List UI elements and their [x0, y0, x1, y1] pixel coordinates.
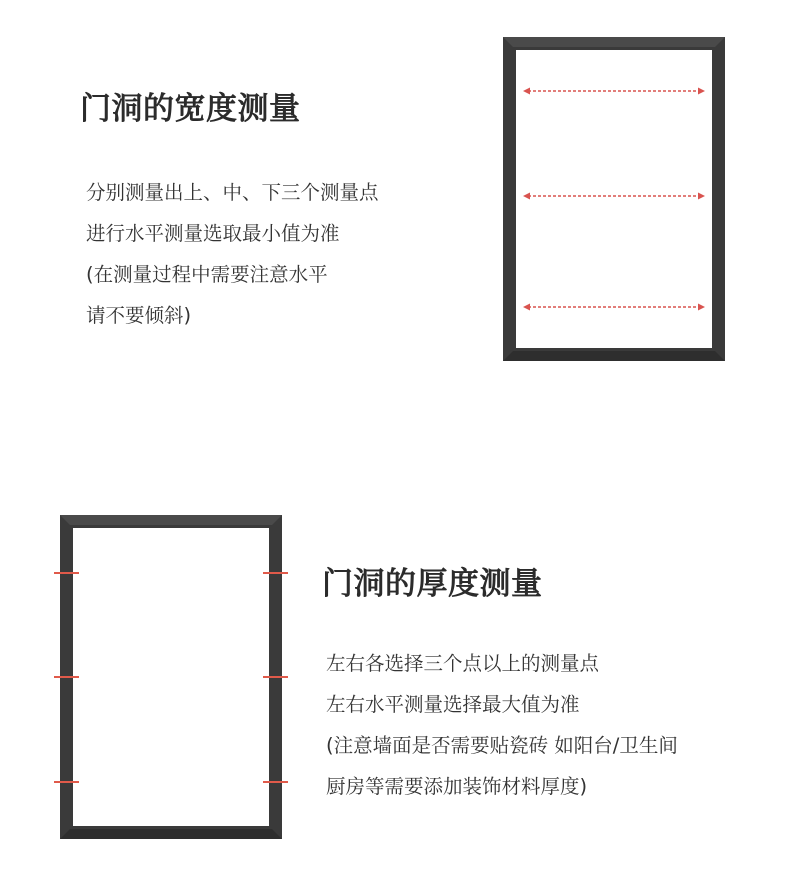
- door-frame-bevel-top: [503, 37, 725, 47]
- door-opening: [73, 528, 269, 826]
- thickness-desc-line: (注意墙面是否需要贴瓷砖 如阳台/卫生间: [326, 734, 678, 757]
- door-frame-bevel-bottom: [60, 829, 282, 839]
- thickness-desc-line: 左右水平测量选择最大值为准: [326, 693, 580, 716]
- door-frame-bevel-bottom: [503, 351, 725, 361]
- width-desc-line: 请不要倾斜): [86, 304, 192, 327]
- thickness-desc-line: 厨房等需要添加装饰材料厚度): [326, 775, 588, 798]
- width-section-title: 门洞的宽度测量: [80, 91, 301, 127]
- door-opening: [516, 50, 712, 348]
- door-frame-bevel-top: [60, 515, 282, 525]
- width-desc-line: (在测量过程中需要注意水平: [86, 263, 328, 286]
- width-desc-line: 分别测量出上、中、下三个测量点: [86, 181, 379, 204]
- thickness-door-frame-diagram: [60, 515, 282, 839]
- thickness-section-description: [326, 643, 678, 807]
- width-door-frame-diagram: [503, 37, 725, 361]
- thickness-desc-line: 左右各选择三个点以上的测量点: [326, 652, 600, 675]
- width-section-description: [86, 172, 379, 336]
- width-desc-line: 进行水平测量选取最小值为准: [86, 222, 340, 245]
- thickness-section-title: 门洞的厚度测量: [322, 566, 543, 602]
